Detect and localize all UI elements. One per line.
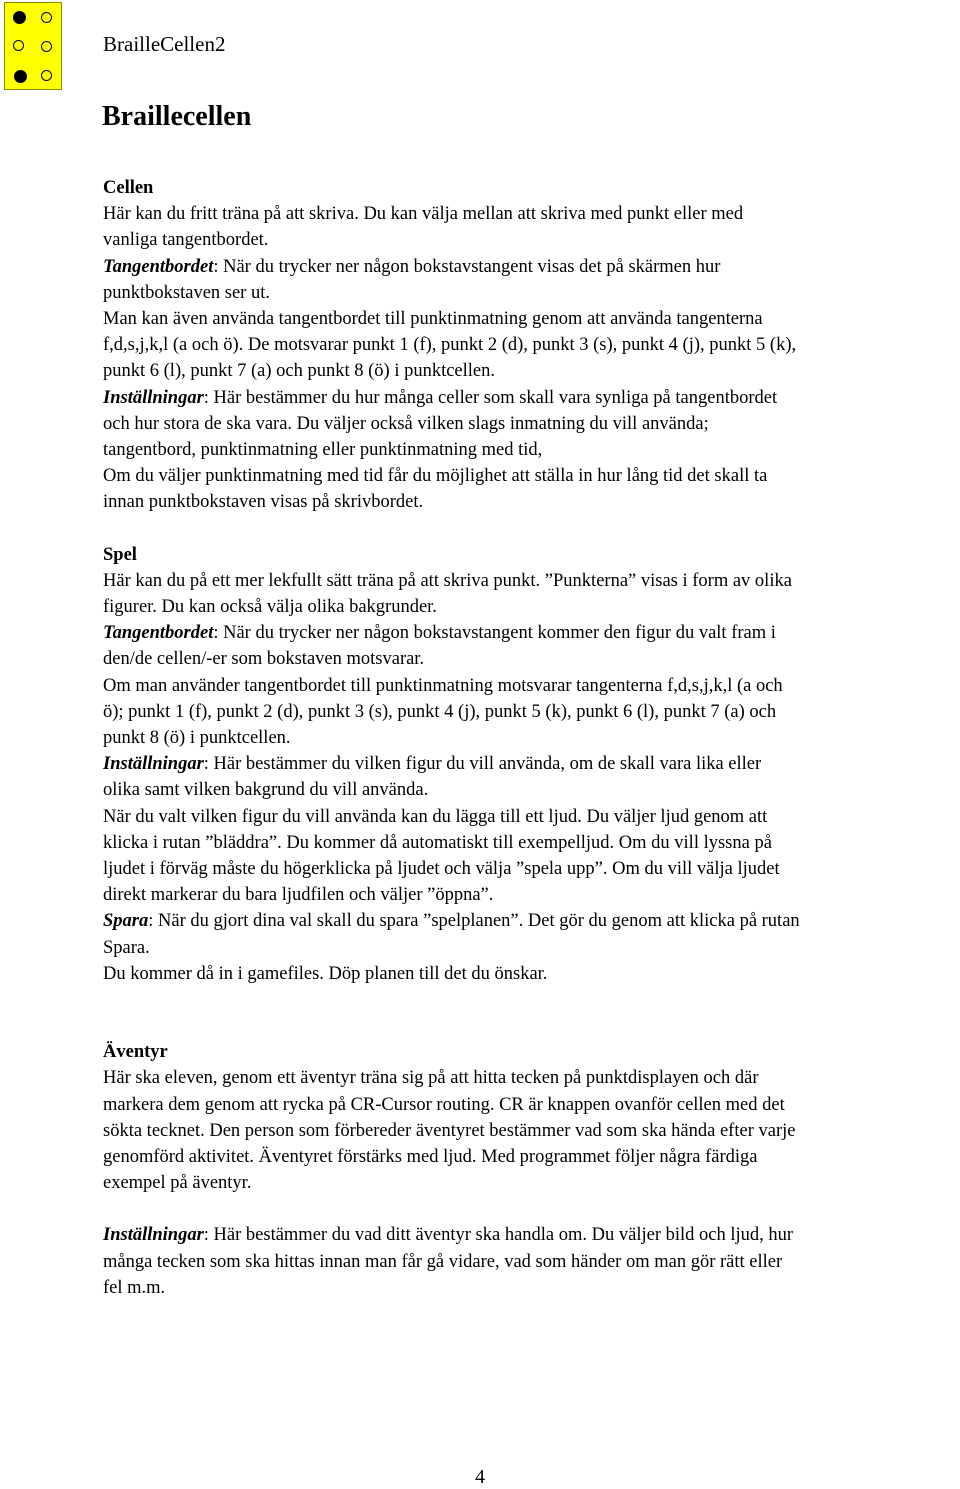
text-run: : När du trycker ner någon bokstavstangent visas det på skärmen hur	[213, 256, 721, 277]
text-line: och hur stora de ska vara. Du väljer också vilken slags inmatning du vill använda;	[103, 413, 709, 434]
braille-dot-6-icon	[41, 70, 52, 81]
text-line: När du valt vilken figur du vill använda kan du lägga till ett ljud. Du väljer ljud genom att	[103, 806, 768, 827]
text-line: ljudet i förväg måste du högerklicka på ljudet och välja ”spela upp”. Om du vill välja ljudet	[103, 859, 780, 880]
text-line: punktbokstaven ser ut.	[103, 282, 270, 303]
section-title: Äventyr	[103, 1042, 168, 1063]
text-line	[103, 751, 960, 777]
text-line: figurer. Du kan också välja olika bakgrunder.	[103, 597, 437, 618]
text-line	[103, 254, 960, 280]
text-line: ö); punkt 1 (f), punkt 2 (d), punkt 3 (s), punkt 4 (j), punkt 5 (k), punkt 6 (l), punkt 7 (a) och	[103, 701, 777, 722]
section-spel	[103, 542, 960, 987]
text-line	[103, 1222, 960, 1248]
text-line: Du kommer då in i gamefiles. Döp planen till det du önskar.	[103, 963, 548, 984]
text-line: Om man använder tangentbordet till punktinmatning motsvarar tangenterna f,d,s,j,k,l (a och	[103, 675, 783, 696]
term-label: Inställningar	[103, 387, 204, 408]
text-line: Här kan du fritt träna på att skriva. Du kan välja mellan att skriva med punkt eller med	[103, 204, 744, 225]
text-line: Om du väljer punktinmatning med tid får du möjlighet att ställa in hur lång tid det skall ta	[103, 466, 768, 487]
section-title: Cellen	[103, 178, 154, 198]
text-line: olika samt vilken bakgrund du vill använda.	[103, 780, 429, 801]
text-line: direkt markerar du bara ljudfilen och väljer ”öppna”.	[103, 885, 494, 906]
text-line: den/de cellen/-er som bokstaven motsvarar.	[103, 649, 425, 670]
page-number: 4	[475, 1466, 485, 1488]
term-label: Tangentbordet	[103, 256, 214, 277]
text-line: vanliga tangentbordet.	[103, 230, 269, 251]
text-line: många tecken som ska hittas innan man får gå vidare, vad som händer om man gör rätt eller	[103, 1251, 783, 1272]
braille-dot-1-icon	[13, 11, 26, 24]
text-line: fel m.m.	[103, 1277, 166, 1298]
braille-dot-5-icon	[41, 41, 52, 52]
text-line: punkt 6 (l), punkt 7 (a) och punkt 8 (ö) i punktcellen.	[103, 361, 496, 382]
document-body	[103, 175, 960, 1301]
text-line	[103, 620, 960, 646]
text-line: markera dem genom att rycka på CR-Cursor routing. CR är knappen ovanför cellen med det	[103, 1094, 785, 1115]
term-label: Inställningar	[103, 1225, 204, 1246]
text-line	[103, 385, 960, 411]
section-aventyr	[103, 1039, 960, 1301]
term-label: Inställningar	[103, 754, 204, 775]
text-line: sökta tecknet. Den person som förbereder äventyret bestämmer vad som ska hända efter varje	[103, 1120, 796, 1141]
text-run: : Här bestämmer du vad ditt äventyr ska handla om. Du väljer bild och ljud, hur	[203, 1225, 794, 1246]
braille-dot-4-icon	[41, 12, 52, 23]
text-line: Man kan även använda tangentbordet till punktinmatning genom att använda tangenterna	[103, 309, 763, 330]
text-line: Här ska eleven, genom ett äventyr träna sig på att hitta tecken på punktdisplayen och där	[103, 1068, 759, 1089]
paragraph	[103, 1222, 960, 1301]
page-title: Braillecellen	[102, 101, 252, 132]
text-line: Här kan du på ett mer lekfullt sätt träna på att skriva punkt. ”Punkterna” visas i form av olika	[103, 570, 792, 591]
text-line	[103, 908, 960, 934]
braille-dot-2-icon	[13, 40, 24, 51]
text-run: : När du gjort dina val skall du spara ”spelplanen”. Det gör du genom att klicka på rutan	[148, 911, 800, 932]
section-cellen	[103, 175, 960, 516]
text-line: f,d,s,j,k,l (a och ö). De motsvarar punkt 1 (f), punkt 2 (d), punkt 3 (s), punkt 4 (j), punkt 5 (k),	[103, 335, 797, 356]
text-line: innan punktbokstaven visas på skrivbordet.	[103, 492, 424, 513]
text-line: exempel på äventyr.	[103, 1173, 252, 1194]
text-line: tangentbord, punktinmatning eller punktinmatning med tid,	[103, 440, 543, 461]
text-run: : Här bestämmer du vilken figur du vill använda, om de skall vara lika eller	[203, 754, 762, 775]
app-title: BrailleCellen2	[103, 32, 226, 56]
text-line: klicka i rutan ”bläddra”. Du kommer då automatiskt till exempelljud. Om du vill lyssna på	[103, 832, 772, 853]
term-label: Tangentbordet	[103, 623, 214, 644]
section-title: Spel	[103, 544, 137, 565]
text-line: genomförd aktivitet. Äventyret förstärks med ljud. Med programmet följer några färdiga	[103, 1146, 758, 1167]
text-run: : Här bestämmer du hur många celler som skall vara synliga på tangentbordet	[203, 387, 778, 408]
text-line: Spara.	[103, 937, 150, 958]
braille-cell-logo	[4, 2, 62, 90]
text-run: : När du trycker ner någon bokstavstangent kommer den figur du valt fram i	[213, 623, 776, 644]
text-line: punkt 8 (ö) i punktcellen.	[103, 728, 291, 749]
braille-dot-3-icon	[14, 70, 27, 83]
term-label: Spara	[103, 911, 149, 932]
